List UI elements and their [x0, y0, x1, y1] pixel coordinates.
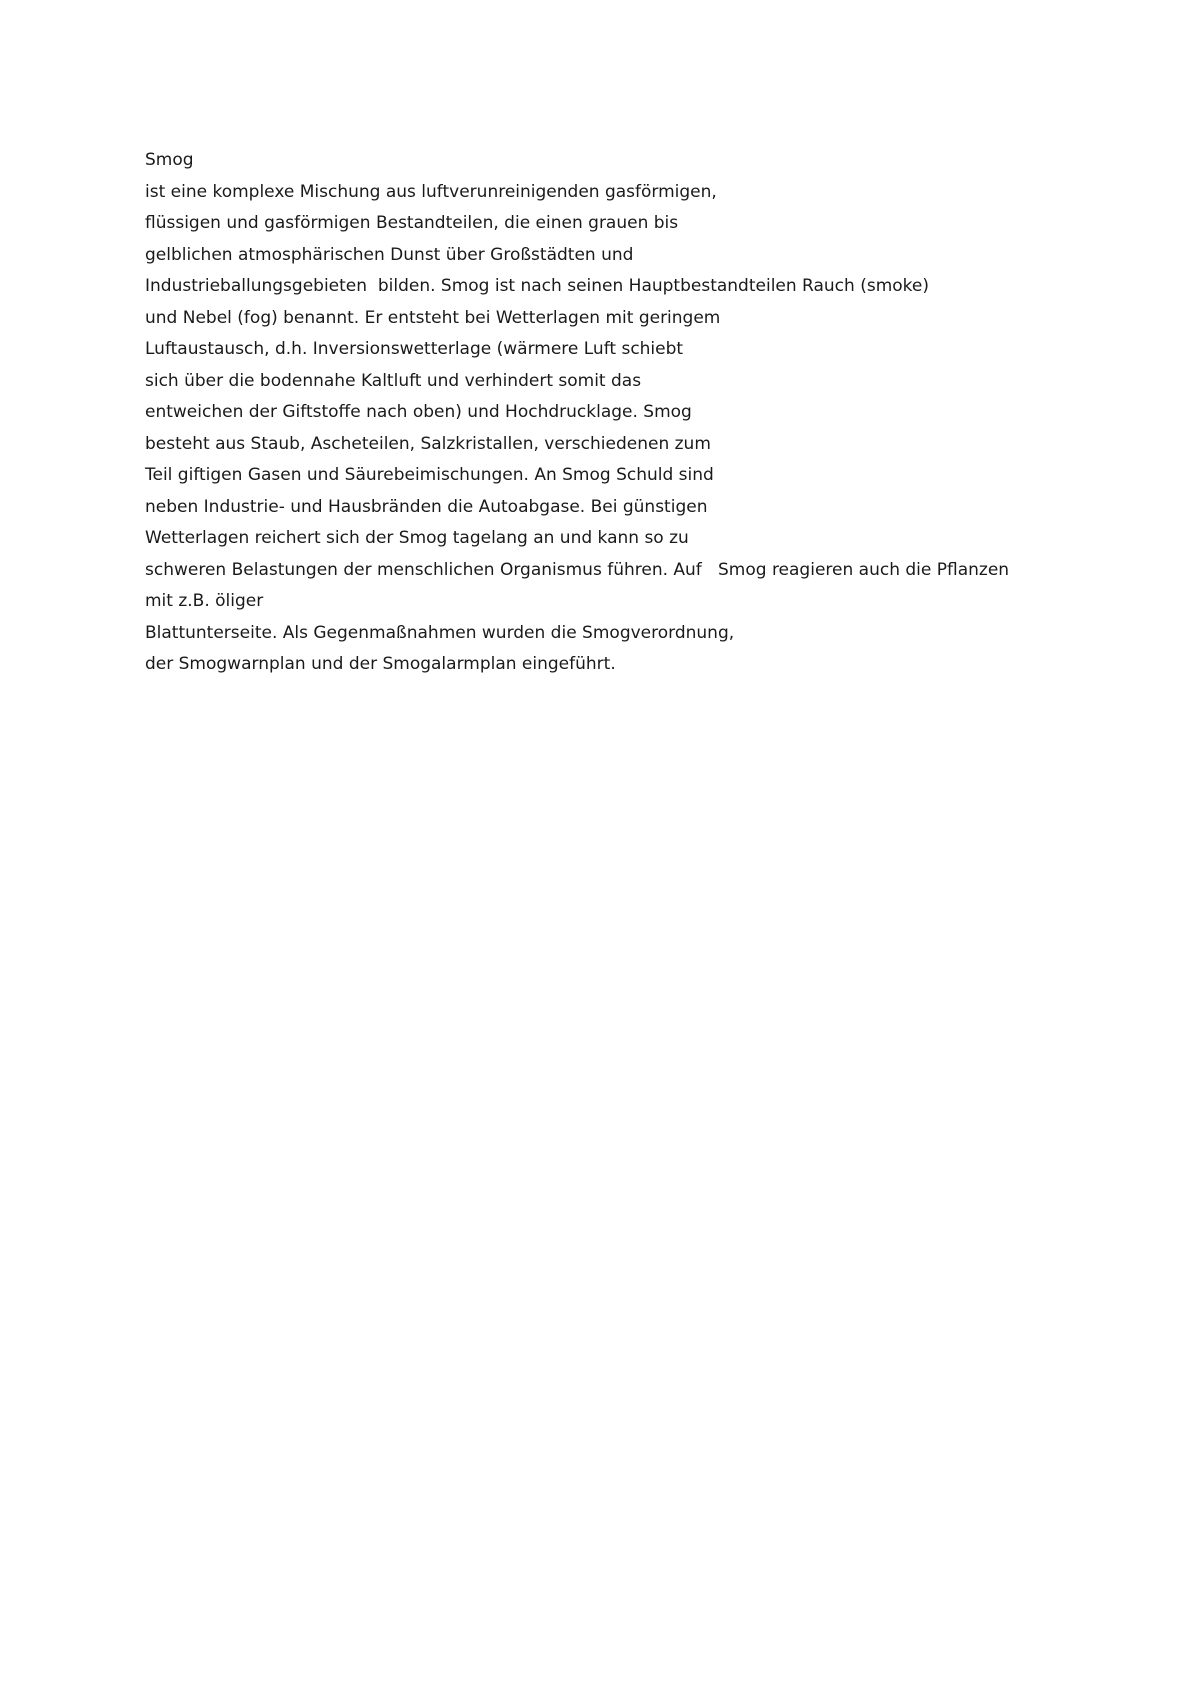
- text-line: und Nebel (fog) benannt. Er entsteht bei Wetterlagen mit geringem: [145, 307, 721, 328]
- text-line: Wetterlagen reichert sich der Smog tagelang an und kann so zu: [145, 528, 689, 548]
- document-heading: Smog: [145, 150, 194, 170]
- text-line: mit z.B. öliger: [145, 591, 264, 611]
- text-line: entweichen der Giftstoffe nach oben) und Hochdrucklage. Smog: [145, 402, 692, 422]
- text-line: schweren Belastungen der menschlichen Organismus führen. Auf Smog reagieren auch die Pflanzen: [145, 559, 1010, 580]
- text-line: der Smogwarnplan und der Smogalarmplan eingeführt.: [145, 654, 616, 674]
- text-line: gelblichen atmosphärischen Dunst über Großstädten und: [145, 244, 634, 265]
- text-line: Luftaustausch, d.h. Inversionswetterlage (wärmere Luft schiebt: [145, 339, 684, 359]
- text-line: Industrieballungsgebieten bilden. Smog ist nach seinen Hauptbestandteilen Rauch (smoke): [145, 276, 929, 296]
- text-line: Blattunterseite. Als Gegenmaßnahmen wurden die Smogverordnung,: [145, 622, 735, 643]
- text-line: neben Industrie- und Hausbränden die Autoabgase. Bei günstigen: [145, 496, 708, 517]
- text-line: Teil giftigen Gasen und Säurebeimischungen. An Smog Schuld sind: [145, 465, 714, 485]
- text-line: besteht aus Staub, Ascheteilen, Salzkristallen, verschiedenen zum: [145, 433, 711, 454]
- text-line: sich über die bodennahe Kaltluft und verhindert somit das: [145, 370, 642, 391]
- document-body: [145, 145, 1145, 681]
- text-line: ist eine komplexe Mischung aus luftverunreinigenden gasförmigen,: [145, 181, 717, 202]
- text-line: flüssigen und gasförmigen Bestandteilen, die einen grauen bis: [145, 213, 679, 233]
